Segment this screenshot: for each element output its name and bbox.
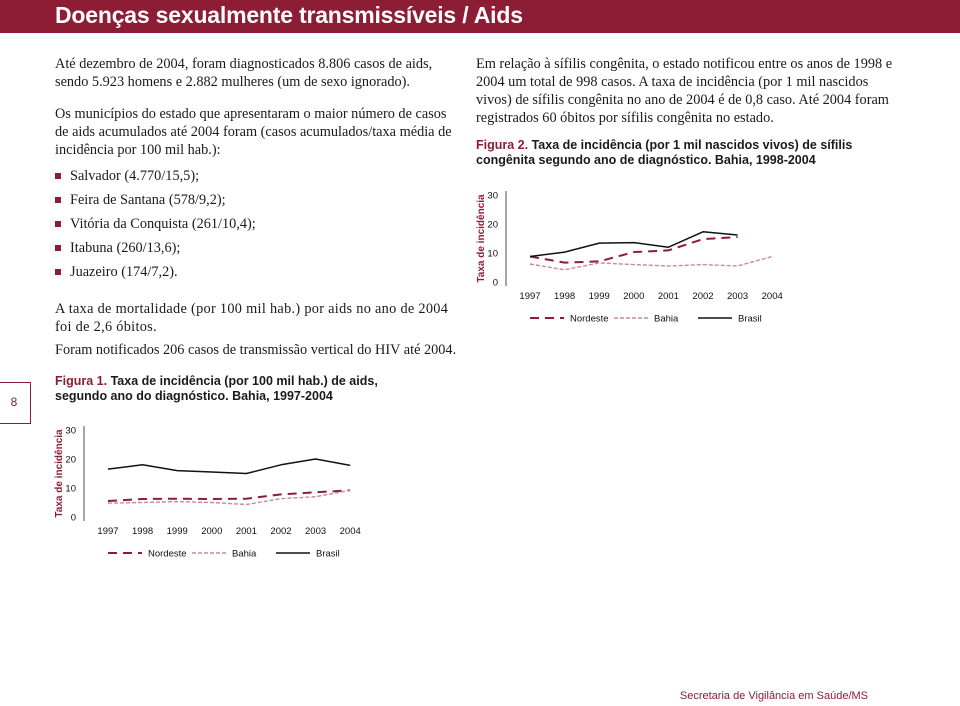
x-tick-label: 1999	[166, 526, 188, 537]
legend-label-nordeste: Nordeste	[570, 313, 609, 325]
y-tick-label: 0	[492, 277, 498, 289]
x-tick-label: 2002	[270, 526, 292, 537]
paragraph-mortality: A taxa de mortalidade (por 100 mil hab.) por aids no ano de 2004 foi de 2,6 óbitos.	[55, 301, 449, 335]
series-line-bahia	[108, 490, 350, 504]
list-item: Itabuna (260/13,6);	[55, 239, 457, 263]
list-item: Juazeiro (174/7,2).	[55, 263, 457, 287]
paragraph-syphilis: Em relação à sífilis congênita, o estado notificou entre os anos de 1998 e 2004 um total de 998 casos. A taxa de incidência (por 1 mil nascidos vivos) de sífilis congênita no ano de 2004 é de 0,8 caso. Até 2004 foram registrados 60 óbitos por sífilis congênita no estado.	[476, 56, 893, 126]
legend-label-nordeste: Nordeste	[148, 548, 187, 560]
legend-label-bahia: Bahia	[654, 313, 679, 325]
x-tick-label: 1998	[132, 526, 154, 537]
list-item: Vitória da Conquista (261/10,4);	[55, 215, 457, 239]
y-tick-label: 30	[65, 425, 76, 437]
x-tick-label: 2000	[623, 291, 645, 302]
series-line-brasil	[108, 459, 350, 474]
bullet-square-icon	[55, 173, 61, 179]
paragraph-aids-cases: Até dezembro de 2004, foram diagnosticados 8.806 casos de aids, sendo 5.923 homens e 2.882 mulheres (um de sexo ignorado).	[55, 56, 433, 90]
y-tick-label: 20	[65, 454, 76, 466]
x-tick-label: 2000	[201, 526, 223, 537]
list-item: Feira de Santana (578/9,2);	[55, 191, 457, 215]
bullet-square-icon	[55, 245, 61, 251]
x-tick-label: 2003	[727, 291, 749, 302]
x-tick-label: 1997	[97, 526, 119, 537]
figure2-caption-text: Taxa de incidência (por 1 mil nascidos vivos) de sífilis congênita segundo ano de diagnóstico. Bahia, 1998-2004	[476, 138, 853, 167]
page-title: Doenças sexualmente transmissíveis / Aids	[55, 2, 523, 28]
legend-label-bahia: Bahia	[232, 548, 257, 560]
y-tick-label: 10	[65, 483, 76, 495]
footer-credit: Secretaria de Vigilância em Saúde/MS	[679, 690, 868, 702]
x-tick-label: 2002	[692, 291, 714, 302]
bullet-square-icon	[55, 197, 61, 203]
y-tick-label: 10	[487, 248, 498, 260]
y-tick-label: 30	[487, 190, 498, 202]
left-column	[55, 55, 457, 336]
figure1-chart	[48, 420, 448, 570]
y-axis-title: Taxa de incidência	[476, 194, 487, 283]
figure1-label: Figura 1.	[55, 374, 108, 388]
x-tick-label: 2001	[657, 291, 679, 302]
x-tick-label: 1997	[519, 291, 541, 302]
x-tick-label: 1999	[588, 291, 610, 302]
series-line-nordeste	[108, 490, 350, 501]
y-axis-title: Taxa de incidência	[54, 429, 65, 518]
x-tick-label: 2001	[235, 526, 257, 537]
legend-label-brasil: Brasil	[316, 548, 340, 560]
x-tick-label: 2004	[339, 526, 361, 537]
figure1-caption-text: Taxa de incidência (por 100 mil hab.) de aids, segundo ano do diagnóstico. Bahia, 1997-2004	[55, 374, 378, 403]
paragraph-vertical-transmission: Foram notificados 206 casos de transmissão vertical do HIV até 2004.	[55, 342, 457, 358]
municipality-list	[55, 167, 457, 287]
x-tick-label: 2003	[305, 526, 327, 537]
series-line-nordeste	[530, 237, 738, 263]
page-number: 8	[10, 395, 18, 409]
bullet-square-icon	[55, 269, 61, 275]
y-tick-label: 20	[487, 219, 498, 231]
paragraph-municipalities: Os municípios do estado que apresentaram o maior número de casos de aids acumulados até 2004 foram (casos acumulados/taxa média de incidência por 100 mil hab.):	[55, 106, 452, 158]
bullet-square-icon	[55, 221, 61, 227]
list-item: Salvador (4.770/15,5);	[55, 167, 457, 191]
figure1-caption	[55, 374, 385, 404]
header-banner	[0, 0, 960, 33]
legend-label-brasil: Brasil	[738, 313, 762, 325]
x-tick-label: 2004	[761, 291, 783, 302]
x-tick-label: 1998	[554, 291, 576, 302]
y-tick-label: 0	[70, 512, 76, 524]
page-number-tab	[0, 382, 31, 424]
figure2-label: Figura 2.	[476, 138, 529, 152]
figure2-caption	[476, 138, 896, 168]
figure2-chart	[470, 185, 870, 335]
